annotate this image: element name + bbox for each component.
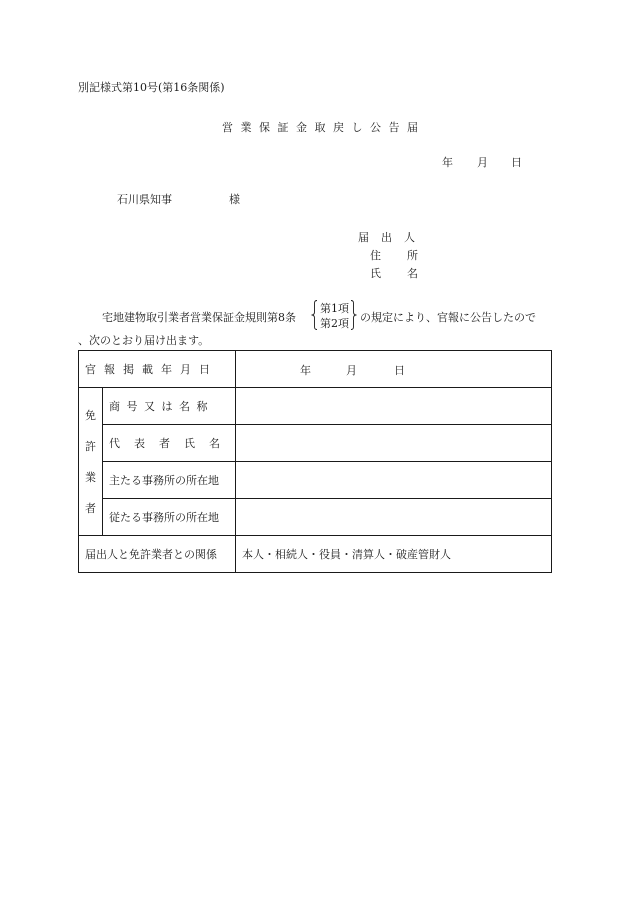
date-month-label: 月 bbox=[477, 156, 488, 169]
relationship-options[interactable]: 本人・相続人・役員・清算人・破産管財人 bbox=[236, 536, 552, 573]
main-office-field[interactable] bbox=[236, 462, 552, 499]
applicant-label: 届出人 bbox=[358, 231, 427, 244]
applicant-name-label: 氏名 bbox=[370, 267, 444, 280]
table-row-trade-name bbox=[79, 388, 552, 425]
notification-table bbox=[78, 350, 552, 573]
body-text-start: 宅地建物取引業者営業保証金規則第8条 bbox=[102, 311, 296, 324]
main-office-label: 主たる事務所の所在地 bbox=[103, 462, 236, 499]
relationship-label: 届出人と免許業者との関係 bbox=[79, 536, 236, 573]
left-brace bbox=[311, 300, 318, 330]
table-row-relationship bbox=[79, 536, 552, 573]
body-text-end: の規定により、官報に公告したので bbox=[360, 311, 536, 324]
addressee-name: 石川県知事 bbox=[117, 193, 172, 206]
clause-option-1: 第1項 bbox=[320, 302, 349, 315]
document-title: 営業保証金取戻し公告届 bbox=[222, 121, 426, 134]
addressee-honorific: 様 bbox=[229, 193, 240, 206]
licensee-group-label: 免 許 業 者 bbox=[79, 388, 103, 536]
secondary-office-field[interactable] bbox=[236, 499, 552, 536]
body-text-line2: 、次のとおり届け出ます。 bbox=[78, 334, 210, 347]
table-row-representative bbox=[79, 425, 552, 462]
table-row-secondary-office bbox=[79, 499, 552, 536]
trade-name-label: 商号又は名称 bbox=[103, 388, 236, 425]
table-row-main-office bbox=[79, 462, 552, 499]
publication-month-label: 月 bbox=[346, 363, 357, 377]
date-year-label: 年 bbox=[442, 156, 453, 169]
table-row-publication-date bbox=[79, 351, 552, 388]
date-day-label: 日 bbox=[511, 156, 522, 169]
form-number: 別記様式第10号(第16条関係) bbox=[78, 81, 225, 94]
publication-year-label: 年 bbox=[300, 363, 311, 377]
publication-date-field[interactable] bbox=[236, 351, 552, 388]
right-brace bbox=[350, 300, 357, 330]
publication-day-label: 日 bbox=[394, 363, 405, 377]
representative-field[interactable] bbox=[236, 425, 552, 462]
secondary-office-label: 従たる事務所の所在地 bbox=[103, 499, 236, 536]
representative-label: 代表者氏名 bbox=[103, 425, 236, 462]
applicant-address-label: 住所 bbox=[370, 249, 444, 262]
publication-date-label: 官報掲載年月日 bbox=[79, 351, 236, 388]
trade-name-field[interactable] bbox=[236, 388, 552, 425]
clause-option-2: 第2項 bbox=[320, 317, 349, 330]
